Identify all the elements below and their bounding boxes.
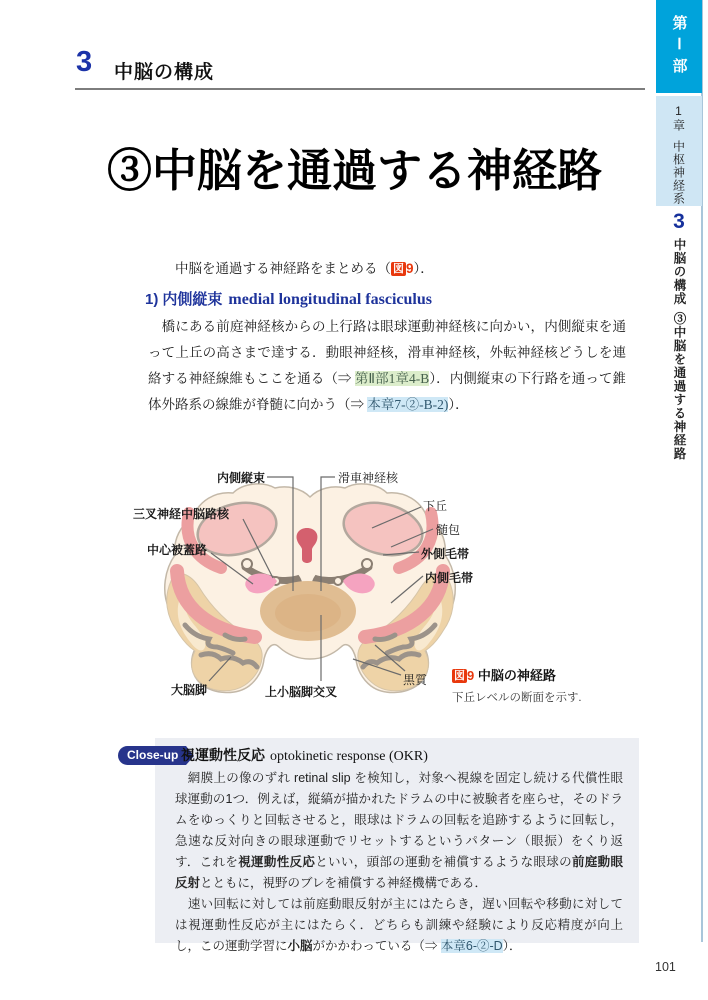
sidebar-subsection-name <box>656 312 702 461</box>
band-knob-left <box>242 559 252 569</box>
closeup-paragraph-1: 網膜上の像のずれ retinal slip を検知し，対象へ視線を固定し続ける代償性眼球運動の1つ．例えば，縦縞が描かれたドラムの中に被験者を座らせ，そのドラムをゆっくりと回転させると，眼球はドラムの回転を追跡するように回転し，急速な反対向きの眼球運動でリセットするというパターン（眼振）をくり返す．これを視運動性反応といい，頭部の運動を補償するような眼球の前庭動眼反射とともに，視野のブレを補償する神経機構である． <box>175 771 623 890</box>
page-title: ③中脳を通過する神経路 <box>107 145 603 196</box>
section-number: 1) <box>145 291 159 308</box>
label-lateral-lemniscus: 外側毛帯 <box>421 547 470 561</box>
closeup-title-en: optokinetic response (OKR) <box>270 749 428 764</box>
caption-title: 中脳の神経路 <box>477 668 556 683</box>
sidebar-part-tab <box>656 0 702 93</box>
page-number: 101 <box>655 960 676 974</box>
closeup-paragraph-2: 速い回転に対しては前庭動眼反射が主にはたらき，遅い回転や移動に対しては視運動性反応が主にはたらく．どちらも訓練や経験により反応精度が向上し，この運動学習に小脳がかかわっている（⇒ 本章6-②-D）． <box>175 897 623 953</box>
caption-subtitle: 下丘レベルの断面を示す. <box>452 692 582 704</box>
label-cerebral-peduncle: 大脳脚 <box>171 683 208 697</box>
label-mesencephalic-trigeminal-nucleus: 三叉神経中脳路核 <box>133 507 230 521</box>
band-knob-right <box>362 559 372 569</box>
label-medial-longitudinal-fasciculus: 内側縦束 <box>217 471 266 485</box>
figure-ref-badge: 図 <box>393 263 404 275</box>
label-superior-cerebellar-decussation: 上小脳脚交叉 <box>265 685 338 699</box>
section-body-paragraph: 橋にある前庭神経核からの上行路は眼球運動神経核に向かい，内側縦束を通って上丘の高さまで達する．動眼神経核，滑車神経核，外転神経核どうしを連絡する神経線維もここを通る（⇒ 第Ⅱ部1章4-B）．内側縦束の下行路を通って錐体外路系の線維が脊髄に向かう（⇒ 本章7-②-B-2)）． <box>148 319 626 412</box>
figure-midbrain <box>125 455 474 725</box>
intro-text-end: ）． <box>413 261 434 276</box>
sidebar-section-name-text: 中脳の構成 <box>672 238 686 306</box>
label-inferior-colliculus: 下丘 <box>423 499 448 513</box>
intro-text: 中脳を通過する神経路をまとめる（ <box>148 261 391 276</box>
caption-figure-number: 9 <box>467 668 475 683</box>
closeup-box <box>127 738 639 953</box>
sidebar-section-name <box>656 238 702 306</box>
label-substantia-nigra: 黒質 <box>403 673 428 687</box>
sidebar-subsection-text: ③中脳を通過する神経路 <box>672 312 686 461</box>
intro-paragraph <box>148 256 624 282</box>
sidebar-section-number: 3 <box>673 210 685 233</box>
sidebar-chapter-number: 1章 <box>671 104 686 132</box>
section-title-jp: 内側縦束 <box>162 291 223 308</box>
trochlear-nucleus-dot-right <box>334 577 342 585</box>
label-central-tegmental-tract: 中心被蓋路 <box>147 543 208 557</box>
closeup-title <box>181 745 428 765</box>
closeup-title-jp: 視運動性反応 <box>181 747 265 763</box>
section-title-en: medial longitudinal fasciculus <box>228 291 432 308</box>
figure-ref-number: 9 <box>406 261 414 276</box>
figure-caption <box>452 665 642 705</box>
chapter-title: 中脳の構成 <box>114 62 215 83</box>
superior-cerebellar-decussation-core <box>275 594 341 632</box>
sidebar-chapter-name: 中枢神経系 <box>671 140 686 205</box>
label-medullary-capsule: 髄包 <box>436 523 461 537</box>
sidebar-chapter-tab <box>656 96 702 206</box>
label-trochlear-nucleus: 滑車神経核 <box>338 471 399 485</box>
sidebar-part-label: 第Ⅰ部 <box>670 15 688 78</box>
caption-figure-badge: 図 <box>454 670 465 682</box>
section-heading <box>145 288 432 309</box>
closeup-badge: Close-up <box>118 746 186 765</box>
header-divider <box>75 88 645 90</box>
label-medial-lemniscus: 内側毛帯 <box>425 571 474 585</box>
chapter-number: 3 <box>76 46 93 78</box>
